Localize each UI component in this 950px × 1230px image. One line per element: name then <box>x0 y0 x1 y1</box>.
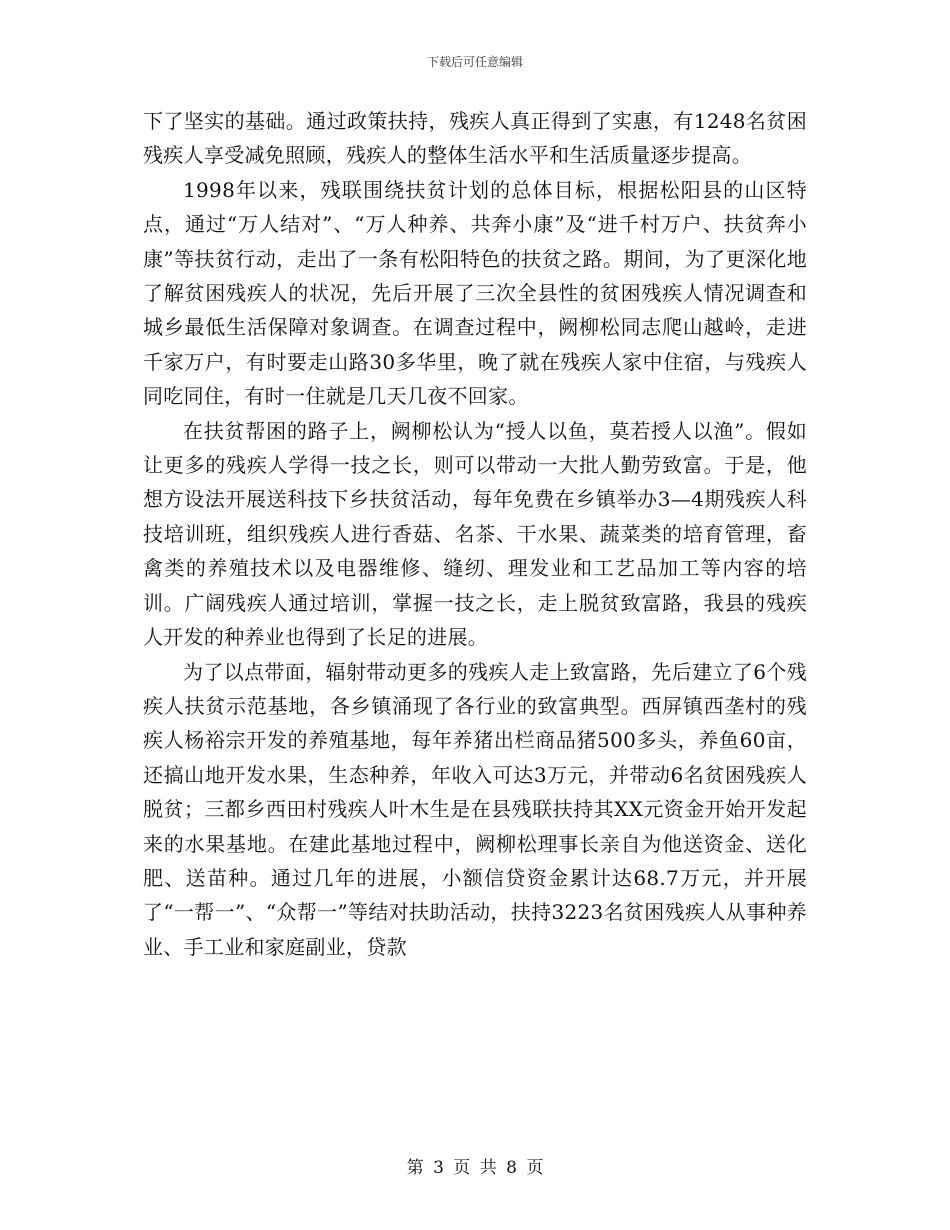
paragraph-demonstration-bases: 为了以点带面，辐射带动更多的残疾人走上致富路，先后建立了6个残疾人扶贫示范基地，各乡镇涌现了各行业的致富典型。西屏镇西垄村的残疾人杨裕宗开发的养殖基地，每年养猪出栏商品猪500多头，养鱼60亩，还搞山地开发水果，生态种养，年收入可达3万元，并带动6名贫困残疾人脱贫；三都乡西田村残疾人叶木生是在县残联扶持其XX元资金开始开发起来的水果基地。在建此基地过程中，阙柳松理事长亲自为他送资金、送化肥、送苗种。通过几年的进展，小额信贷资金累计达68.7万元，并开展了“一帮一”、“众帮一”等结对扶助活动，扶持3223名贫困残疾人从事种养业、手工业和家庭副业，贷款 <box>143 659 807 959</box>
page-number-footer: 第 3 页 共 8 页 <box>406 1158 544 1178</box>
document-body <box>143 104 807 964</box>
paragraph-technology-training: 在扶贫帮困的路子上，阙柳松认为“授人以鱼，莫若授人以渔”。假如让更多的残疾人学得一技之长，则可以带动一大批人勤劳致富。于是，他想方设法开展送科技下乡扶贫活动，每年免费在乡镇举办3—4期残疾人科技培训班，组织残疾人进行香菇、名茶、干水果、蔬菜类的培育管理，畜禽类的养殖技术以及电器维修、缝纫、理发业和工艺品加工等内容的培训。广阔残疾人通过培训，掌握一技之长，走上脱贫致富路，我县的残疾人开发的种养业也得到了长足的进展。 <box>143 418 807 650</box>
paragraph-continuation: 下了坚实的基础。通过政策扶持，残疾人真正得到了实惠，有1248名贫困残疾人享受减免照顾，残疾人的整体生活水平和生活质量逐步提高。 <box>143 109 807 168</box>
paragraph-poverty-plan: 1998年以来，残联围绕扶贫计划的总体目标，根据松阳县的山区特点，通过“万人结对”、“万人种养、共奔小康”及“进千村万户、扶贫奔小康”等扶贫行动，走出了一条有松阳特色的扶贫之路。期间，为了更深化地了解贫困残疾人的状况，先后开展了三次全县性的贫困残疾人情况调查和城乡最低生活保障对象调查。在调查过程中，阙柳松同志爬山越岭，走进千家万户，有时要走山路30多华里，晚了就在残疾人家中住宿，与残疾人同吃同住，有时一住就是几天几夜不回家。 <box>143 177 807 409</box>
page-header: 下载后可任意编辑 <box>426 55 523 69</box>
